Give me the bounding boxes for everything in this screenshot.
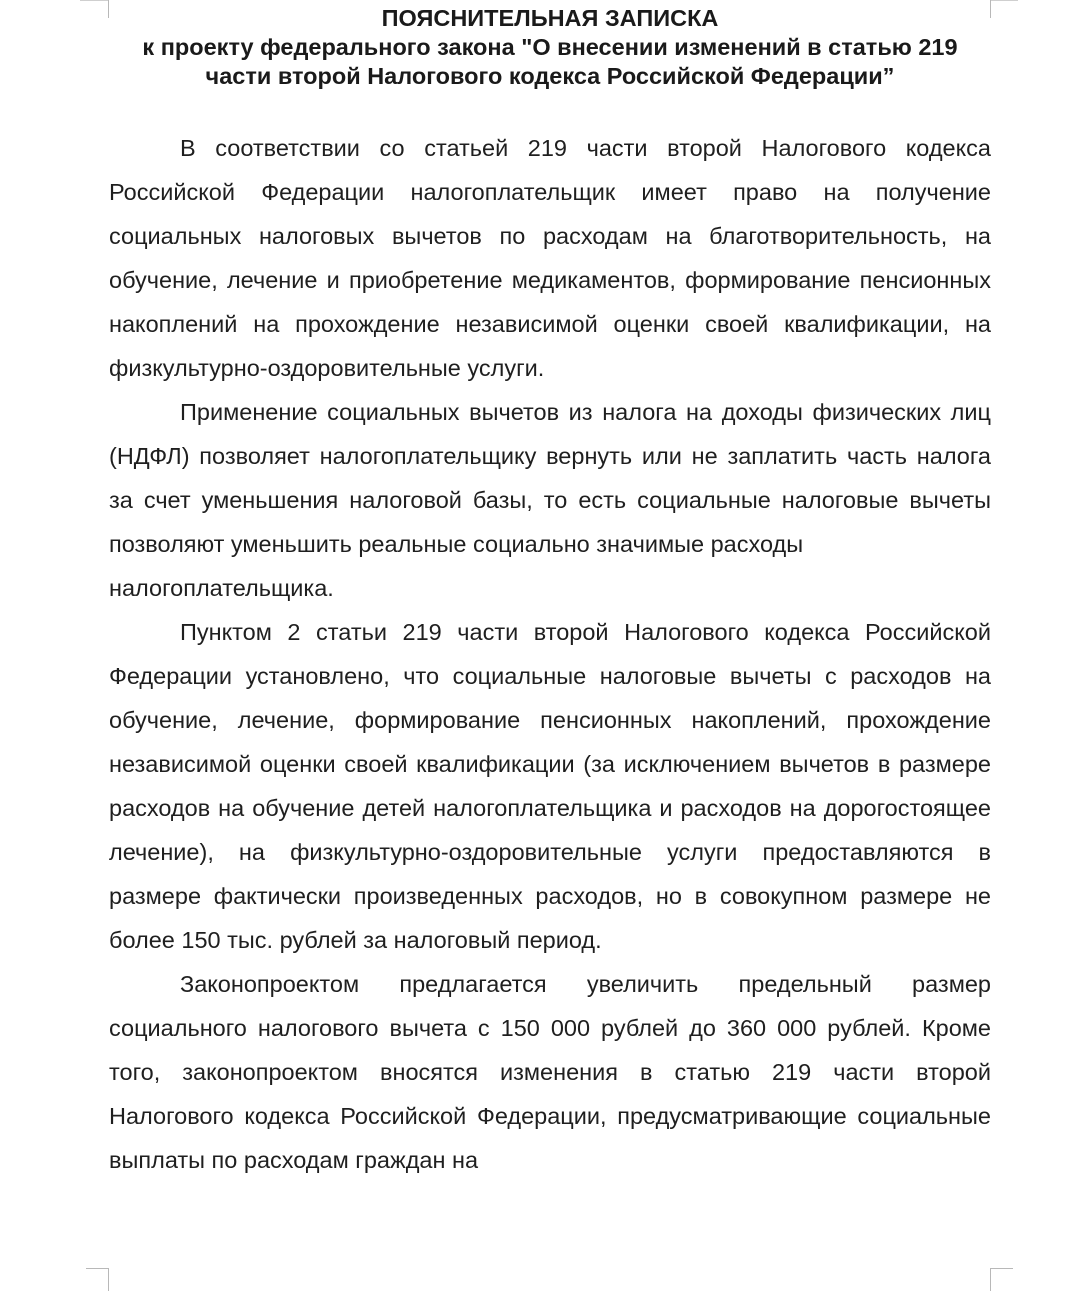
- paragraph-4: Законопроектом предлагается увеличить предельный размер социального налогового вычета с 150 000 рублей до 360 000 рублей. Кроме того, законопроектом вносятся изменения в статью 219 части второй Налогового кодекса Российской Федерации, предусматривающие социальные выплаты по расходам граждан на: [109, 971, 991, 1173]
- document-title: [60, 4, 1040, 91]
- paragraph-2-continuation: налогоплательщика.: [109, 575, 334, 601]
- paragraph-3: Пунктом 2 статьи 219 части второй Налогового кодекса Российской Федерации установлено, что социальные налоговые вычеты с расходов на обучение, лечение, формирование пенсионных накоплений, прохождение независимой оценки своей квалификации (за исключением вычетов в размере расходов на обучение детей налогоплательщика и расходов на дорогостоящее лечение), на физкультурно-оздоровительные услуги предоставляются в размере фактически произведенных расходов, но в совокупном размере не более 150 тыс. рублей за налоговый период.: [109, 619, 991, 953]
- document-body: [109, 126, 991, 1182]
- title-line-2: к проекту федерального закона "О внесении изменений в статью 219: [142, 34, 958, 60]
- paragraph-1: В соответствии со статьей 219 части второй Налогового кодекса Российской Федерации налогоплательщик имеет право на получение социальных налоговых вычетов по расходам на благотворительность, на обучение, лечение и приобретение медикаментов, формирование пенсионных накоплений на прохождение независимой оценки своей квалификации, на физкультурно-оздоровительные услуги.: [109, 135, 991, 381]
- title-line-3: части второй Налогового кодекса Российской Федерации”: [205, 63, 895, 89]
- page-corner-mark-bottom-right: [990, 1268, 1013, 1291]
- paragraph-2: Применение социальных вычетов из налога на доходы физических лиц (НДФЛ) позволяет налогоплательщику вернуть или не заплатить часть налога за счет уменьшения налоговой базы, то есть социальные налоговые вычеты позволяют уменьшить реальные социально значимые расходы: [109, 399, 991, 557]
- title-line-1: ПОЯСНИТЕЛЬНАЯ ЗАПИСКА: [381, 5, 719, 31]
- page-corner-mark-bottom-left: [86, 1268, 109, 1291]
